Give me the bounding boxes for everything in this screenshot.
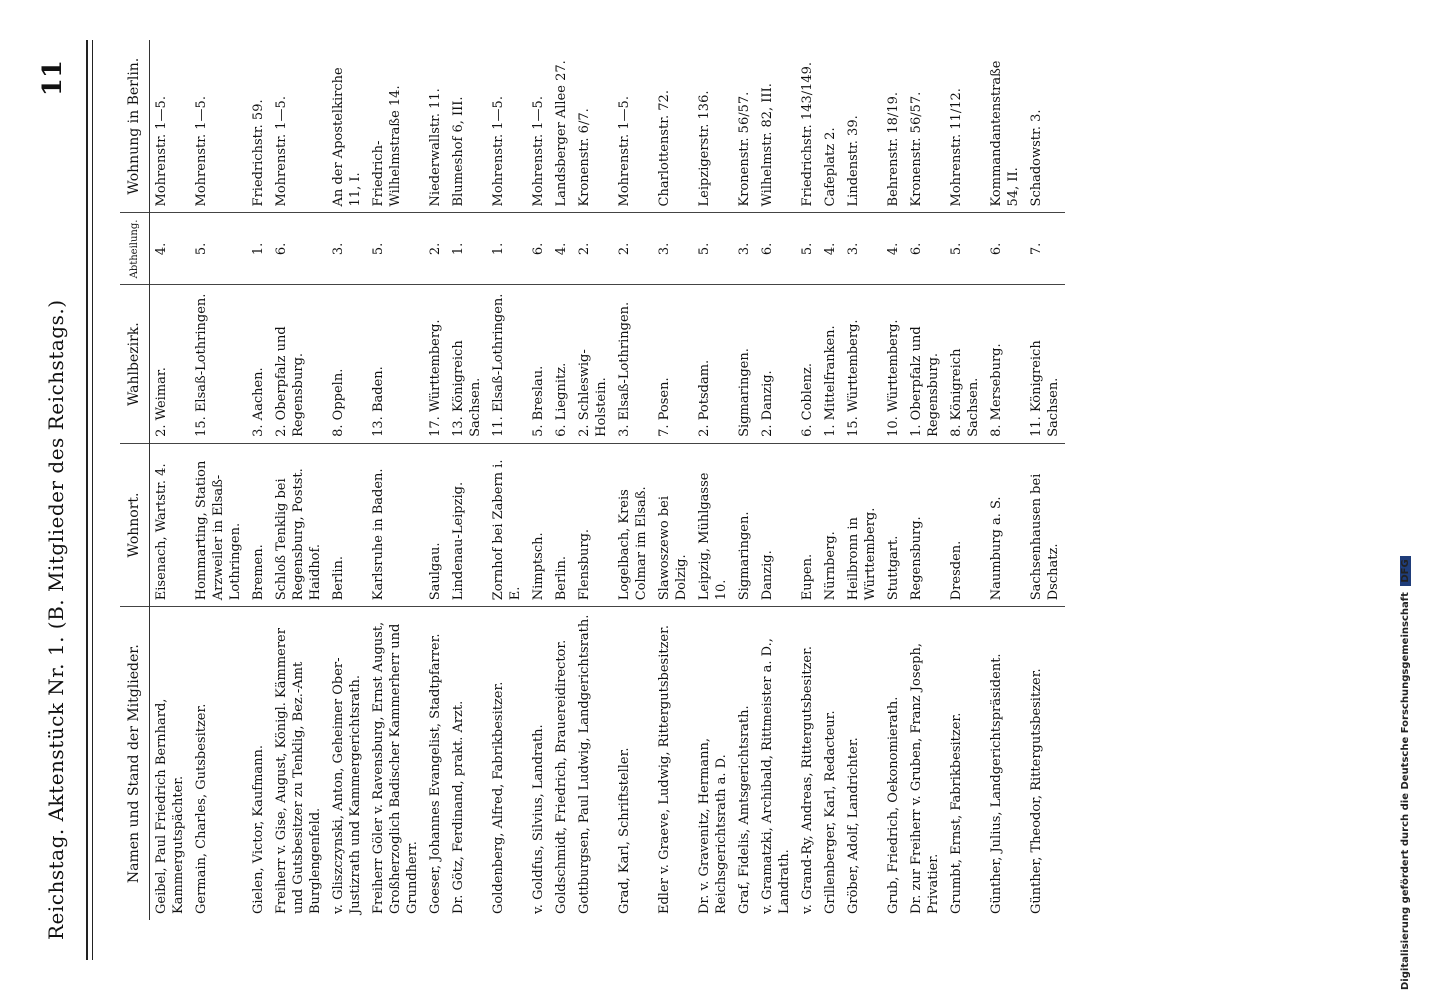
table-row: [882, 40, 905, 920]
wahlbezirk-cell: 6. Coblenz.: [796, 285, 819, 443]
wahlbezirk-cell: 3. Elsaß-Lothringen.: [613, 285, 653, 443]
member-name-cell: Gröber, Adolf, Landrichter.: [846, 737, 861, 914]
abtheilung-cell: 1.: [487, 213, 527, 285]
wahlbezirk-cell: 17. Württemberg.: [424, 285, 447, 443]
digitization-note: [1400, 10, 1424, 990]
table-row: [796, 40, 819, 920]
wahlbezirk-cell: 5. Breslau.: [527, 285, 550, 443]
member-name-cell: Germain, Charles, Gutsbesitzer.: [194, 703, 209, 914]
column-header-wahlbezirk: Wahlbezirk.: [120, 285, 150, 443]
member-name-cell: Freiherr v. Gise, August, Königl. Kämmerer und Gutsbesitzer zu Tenklig, Bez.-Amt Burglengenfeld.: [274, 628, 323, 914]
header-rule: [86, 40, 88, 960]
wohnung-cell: Behrenstr. 18/19.: [882, 40, 905, 213]
abtheilung-cell: 7.: [1025, 213, 1065, 285]
abtheilung-cell: 3.: [327, 213, 367, 285]
abtheilung-cell: 5.: [796, 213, 819, 285]
wohnort-cell: Sigmaringen.: [733, 443, 756, 606]
wohnung-cell: Niederwallstr. 11.: [424, 40, 447, 213]
member-name-cell: Grumbt, Ernst, Fabrikbesitzer.: [949, 712, 964, 914]
wahlbezirk-cell: Sigmaringen.: [733, 285, 756, 443]
abtheilung-cell: 5.: [945, 213, 985, 285]
wohnort-cell: Eisenach, Wartstr. 4.: [150, 443, 191, 606]
dfg-logo: DFG: [1400, 556, 1411, 585]
wahlbezirk-cell: 2. Danzig.: [756, 285, 796, 443]
member-name-cell: v. Gramatzki, Archibald, Rittmeister a. D., Landrath.: [760, 638, 792, 914]
wohnort-cell: Heilbronn in Württemberg.: [842, 443, 882, 606]
wohnort-cell: Zornhof bei Zabern i. E.: [487, 443, 527, 606]
abtheilung-cell: 1.: [447, 213, 487, 285]
wohnort-cell: Hommarting, Station Arzweiler in Elsaß-Lothringen.: [190, 443, 247, 606]
wohnort-cell: Lindenau-Leipzig.: [447, 443, 487, 606]
table-row: [550, 40, 573, 920]
table-row: [150, 40, 191, 920]
table-row: [733, 40, 756, 920]
wohnung-cell: Friedrich-Wilhelmstraße 14.: [367, 40, 424, 213]
wohnort-cell: Karlsruhe in Baden.: [367, 443, 424, 606]
wahlbezirk-cell: 1. Mittelfranken.: [819, 285, 842, 443]
wohnung-cell: Mohrenstr. 1—5.: [487, 40, 527, 213]
abtheilung-cell: 6.: [527, 213, 550, 285]
wohnung-cell: Kommandantenstraße 54, II.: [985, 40, 1025, 213]
member-name-cell: Grillenberger, Karl, Redacteur.: [823, 710, 838, 914]
wahlbezirk-cell: 2. Weimar.: [150, 285, 191, 443]
member-name-cell: Freiherr Göler v. Ravensburg, Ernst August, Großherzoglich Badischer Kammerherr und Grundherr.: [371, 621, 420, 914]
wohnort-cell: Stuttgart.: [882, 443, 905, 606]
member-name-cell: Graf, Fidelis, Amtsgerichtsrath.: [737, 705, 752, 914]
table-row: [613, 40, 653, 920]
table-row: [653, 40, 693, 920]
wohnort-cell: Logelbach, Kreis Colmar im Elsaß.: [613, 443, 653, 606]
wohnung-cell: Leipzigerstr. 136.: [693, 40, 733, 213]
table-row: [1025, 40, 1065, 920]
table-row: [905, 40, 945, 920]
wohnort-cell: Berlin.: [327, 443, 367, 606]
member-name-cell: Goldschmidt, Friedrich, Brauereidirector.: [554, 639, 569, 914]
table-row: [573, 40, 613, 920]
wohnung-cell: Schadowstr. 3.: [1025, 40, 1065, 213]
member-name-cell: Gottburgsen, Paul Ludwig, Landgerichtsrath.: [577, 614, 592, 914]
wohnort-cell: Flensburg.: [573, 443, 613, 606]
table-row: [487, 40, 527, 920]
wohnung-cell: Landsberger Allee 27.: [550, 40, 573, 213]
abtheilung-cell: 6.: [756, 213, 796, 285]
members-table: [120, 40, 1065, 920]
wahlbezirk-cell: 11. Königreich Sachsen.: [1025, 285, 1065, 443]
member-name-cell: Günther, Julius, Landgerichtspräsident.: [989, 653, 1004, 914]
table-row: [190, 40, 247, 920]
member-name-cell: Goeser, Johannes Evangelist, Stadtpfarrer.: [428, 633, 443, 914]
wahlbezirk-cell: 8. Oppeln.: [327, 285, 367, 443]
wahlbezirk-cell: 15. Württemberg.: [842, 285, 882, 443]
abtheilung-cell: 6.: [270, 213, 327, 285]
wohnung-cell: Friedrichstr. 143/149.: [796, 40, 819, 213]
table-body: [150, 40, 1066, 920]
member-name-cell: Dr. v. Gravenitz, Hermann, Reichsgerichtsrath a. D.: [697, 738, 729, 914]
wohnung-cell: Mohrenstr. 1—5.: [190, 40, 247, 213]
wahlbezirk-cell: 8. Königreich Sachsen.: [945, 285, 985, 443]
member-name-cell: v. Grand-Ry, Andreas, Rittergutsbesitzer.: [800, 645, 815, 914]
column-header-name: Namen und Stand der Mitglieder.: [120, 607, 150, 920]
wohnort-cell: Slawoszewo bei Dolzig.: [653, 443, 693, 606]
wohnort-cell: Danzig.: [756, 443, 796, 606]
wohnung-cell: Cafeplatz 2.: [819, 40, 842, 213]
table-row: [367, 40, 424, 920]
abtheilung-cell: 4.: [882, 213, 905, 285]
wohnort-cell: Saulgau.: [424, 443, 447, 606]
table-row: [945, 40, 985, 920]
member-name-cell: v. Gliszczynski, Anton, Geheimer Ober-Justizrath und Kammergerichtsrath.: [331, 657, 363, 914]
abtheilung-cell: 1.: [247, 213, 270, 285]
header-rule-thin: [92, 40, 93, 960]
wohnort-cell: Regensburg.: [905, 443, 945, 606]
table-row: [527, 40, 550, 920]
wohnort-cell: Bremen.: [247, 443, 270, 606]
member-name-cell: v. Goldfus, Silvius, Landrath.: [531, 724, 546, 914]
abtheilung-cell: 3.: [653, 213, 693, 285]
page-title: Reichstag. Aktenstück Nr. 1. (B. Mitglieder des Reichstags.): [44, 299, 68, 940]
table-row: [327, 40, 367, 920]
abtheilung-cell: 4.: [819, 213, 842, 285]
member-name-cell: Edler v. Graeve, Ludwig, Rittergutsbesitzer.: [657, 624, 672, 914]
wohnung-cell: Mohrenstr. 1—5.: [613, 40, 653, 213]
member-name-cell: Grad, Karl, Schriftsteller.: [617, 747, 632, 914]
wohnung-cell: An der Apostelkirche 11, I.: [327, 40, 367, 213]
wohnung-cell: Friedrichstr. 59.: [247, 40, 270, 213]
wohnung-cell: Kronenstr. 56/57.: [905, 40, 945, 213]
wohnung-cell: Mohrenstr. 11/12.: [945, 40, 985, 213]
wohnort-cell: Eupen.: [796, 443, 819, 606]
wahlbezirk-cell: 2. Oberpfalz und Regensburg.: [270, 285, 327, 443]
wohnung-cell: Mohrenstr. 1—5.: [270, 40, 327, 213]
wohnort-cell: Leipzig, Mühlgasse 10.: [693, 443, 733, 606]
member-name-cell: Geibel, Paul Friedrich Bernhard, Kammergutspächter.: [154, 698, 186, 914]
wohnort-cell: Sachsenhausen bei Dschatz.: [1025, 443, 1065, 606]
abtheilung-cell: 3.: [842, 213, 882, 285]
wahlbezirk-cell: 13. Königreich Sachsen.: [447, 285, 487, 443]
wohnort-cell: Dresden.: [945, 443, 985, 606]
member-name-cell: Goldenberg, Alfred, Fabrikbesitzer.: [491, 681, 506, 914]
table-row: [424, 40, 447, 920]
table-row: [693, 40, 733, 920]
abtheilung-cell: 4.: [550, 213, 573, 285]
table-row: [247, 40, 270, 920]
wohnung-cell: Kronenstr. 56/57.: [733, 40, 756, 213]
digitization-text: Digitalisierung gefördert durch die Deutsche Forschungsgemeinschaft: [1400, 592, 1411, 990]
wohnort-cell: Nürnberg.: [819, 443, 842, 606]
abtheilung-cell: 5.: [190, 213, 247, 285]
wohnung-cell: Mohrenstr. 1—5.: [527, 40, 550, 213]
column-header-wohnung: Wohnung in Berlin.: [120, 40, 150, 213]
abtheilung-cell: 4.: [150, 213, 191, 285]
wohnort-cell: Nimptsch.: [527, 443, 550, 606]
member-name-cell: Gielen, Victor, Kaufmann.: [251, 744, 266, 914]
wohnung-cell: Wilhelmstr. 82, III.: [756, 40, 796, 213]
page-number: 11: [38, 60, 68, 97]
page-header: [38, 60, 78, 940]
member-name-cell: Grub, Friedrich, Oekonomierath.: [886, 696, 901, 914]
abtheilung-cell: 2.: [573, 213, 613, 285]
wohnung-cell: Mohrenstr. 1—5.: [150, 40, 191, 213]
wahlbezirk-cell: 13. Baden.: [367, 285, 424, 443]
wohnung-cell: Kronenstr. 6/7.: [573, 40, 613, 213]
wahlbezirk-cell: 8. Merseburg.: [985, 285, 1025, 443]
table-row: [819, 40, 842, 920]
abtheilung-cell: 5.: [367, 213, 424, 285]
abtheilung-cell: 3.: [733, 213, 756, 285]
wahlbezirk-cell: 6. Liegnitz.: [550, 285, 573, 443]
abtheilung-cell: 6.: [985, 213, 1025, 285]
wahlbezirk-cell: 15. Elsaß-Lothringen.: [190, 285, 247, 443]
abtheilung-cell: 2.: [613, 213, 653, 285]
table-row: [447, 40, 487, 920]
wahlbezirk-cell: 10. Württemberg.: [882, 285, 905, 443]
abtheilung-cell: 2.: [424, 213, 447, 285]
wohnort-cell: Naumburg a. S.: [985, 443, 1025, 606]
wahlbezirk-cell: 11. Elsaß-Lothringen.: [487, 285, 527, 443]
wahlbezirk-cell: 2. Potsdam.: [693, 285, 733, 443]
table-header-row: [120, 40, 150, 920]
wohnung-cell: Charlottenstr. 72.: [653, 40, 693, 213]
wahlbezirk-cell: 7. Posen.: [653, 285, 693, 443]
wohnort-cell: Schloß Tenklig bei Regensburg, Postst. Haidhof.: [270, 443, 327, 606]
table-row: [756, 40, 796, 920]
wahlbezirk-cell: 2. Schleswig-Holstein.: [573, 285, 613, 443]
abtheilung-cell: 6.: [905, 213, 945, 285]
member-name-cell: Dr. zur Freiherr v. Gruben, Franz Joseph, Privatier.: [909, 642, 941, 914]
wohnung-cell: Lindenstr. 39.: [842, 40, 882, 213]
wohnung-cell: Blumeshof 6, III.: [447, 40, 487, 213]
table-row: [842, 40, 882, 920]
member-name-cell: Günther, Theodor, Rittergutsbesitzer.: [1029, 668, 1044, 914]
member-name-cell: Dr. Götz, Ferdinand, prakt. Arzt.: [451, 700, 466, 914]
wahlbezirk-cell: 1. Oberpfalz und Regensburg.: [905, 285, 945, 443]
column-header-ort: Wohnort.: [120, 443, 150, 606]
column-header-abtheilung: Abtheilung.: [120, 213, 150, 285]
wahlbezirk-cell: 3. Aachen.: [247, 285, 270, 443]
table-row: [985, 40, 1025, 920]
abtheilung-cell: 5.: [693, 213, 733, 285]
wohnort-cell: Berlin.: [550, 443, 573, 606]
table-row: [270, 40, 327, 920]
